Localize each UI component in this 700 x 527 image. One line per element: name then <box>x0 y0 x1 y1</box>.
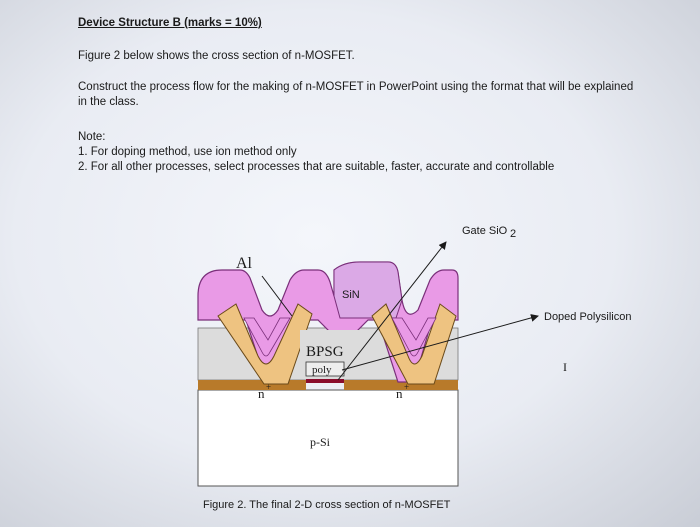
note-item-1: 1. For doping method, use ion method only <box>78 146 297 158</box>
n-plus-left <box>198 380 306 390</box>
note-item-2: 2. For all other processes, select processes that are suitable, faster, accurate and controllable <box>78 161 555 173</box>
note-label: Note: <box>78 131 106 143</box>
label-doped-poly: Doped Polysilicon <box>544 311 632 323</box>
section-heading: Device Structure B (marks = 10%) <box>78 17 262 29</box>
label-al: Al <box>236 255 252 272</box>
label-bpsg: BPSG <box>306 344 344 360</box>
intro-text: Figure 2 below shows the cross section of n-MOSFET. <box>78 50 355 62</box>
label-gate-sio2-sub: 2 <box>510 228 517 240</box>
label-n-right-sup: + <box>404 382 410 392</box>
label-poly: poly <box>312 364 332 376</box>
label-n-left-sup: + <box>266 382 272 392</box>
label-n-right: n <box>396 386 403 401</box>
label-sin: SiN <box>342 289 360 301</box>
label-psi: p-Si <box>310 435 331 449</box>
instruction-text: Construct the process flow for the making of n-MOSFET in PowerPoint using the format that will be explained in the class. <box>78 81 634 108</box>
text-cursor-mark: I <box>563 360 567 374</box>
label-gate-sio2: Gate SiO <box>462 225 508 237</box>
figure-caption: Figure 2. The final 2-D cross section of n-MOSFET <box>203 499 451 511</box>
label-n-left: n <box>258 386 265 401</box>
